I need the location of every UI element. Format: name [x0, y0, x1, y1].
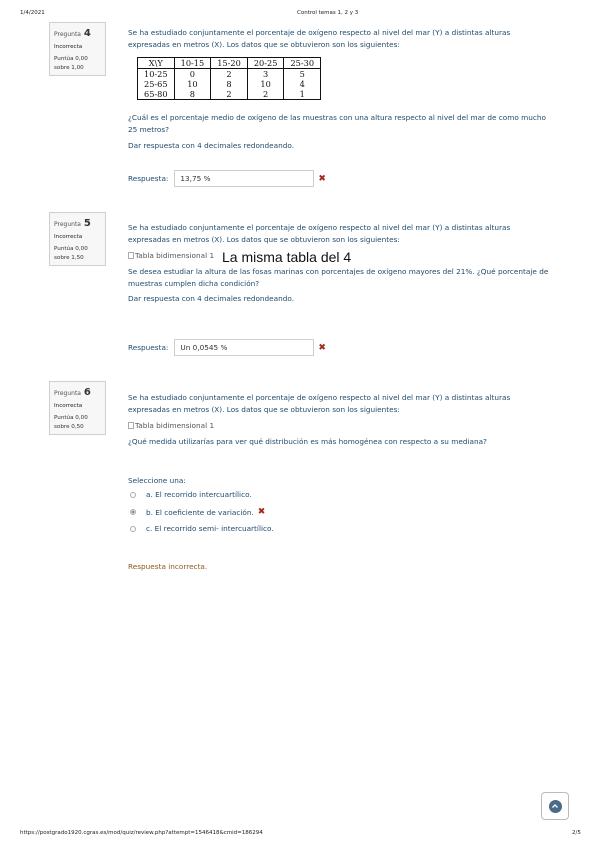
table-cell: 65-80	[138, 89, 175, 100]
question-5-instruction: Dar respuesta con 4 decimales redondeando.	[128, 294, 295, 303]
broken-image-icon	[128, 252, 134, 259]
question-points: Puntúa 0,00 sobre 1,50	[54, 246, 88, 261]
table-cell: 2	[247, 89, 284, 100]
print-date: 1/4/2021	[20, 10, 45, 16]
answer-input[interactable]: 13,75 %	[174, 170, 314, 187]
question-4-intro: Se ha estudiado conjuntamente el porcentaje de oxígeno respecto al nivel del mar (Y) a distintas alturas expresadas en metros (X). Los datos que se obtuvieron son los siguientes:	[128, 28, 511, 49]
answer-label: Respuesta:	[128, 174, 169, 183]
option-c[interactable]	[130, 524, 274, 533]
broken-image	[128, 421, 214, 430]
data-table	[137, 57, 321, 100]
table-cell: 5	[284, 69, 321, 80]
option-label: b. El coeficiente de variación.	[146, 507, 254, 517]
answer-row	[128, 170, 326, 187]
back-to-top-button[interactable]	[541, 792, 569, 820]
table-cell: 10	[247, 79, 284, 89]
question-status: Incorrecta	[54, 403, 83, 409]
option-b[interactable]	[130, 507, 265, 517]
table-cell: 4	[284, 79, 321, 89]
table-cell: 10-25	[138, 69, 175, 80]
broken-image	[128, 251, 214, 260]
question-number: Pregunta 6	[54, 387, 91, 398]
question-info-6	[49, 381, 106, 435]
question-6-text: ¿Qué medida utilizarías para ver qué distribución es más homogénea con respecto a su mediana?	[128, 437, 487, 446]
table-cell: 10	[174, 79, 211, 89]
incorrect-icon: ✖	[257, 507, 266, 517]
option-a[interactable]	[130, 490, 252, 499]
table-header-cell: 15-20	[211, 58, 248, 69]
question-5-intro: Se ha estudiado conjuntamente el porcentaje de oxígeno respecto al nivel del mar (Y) a distintas alturas expresadas en metros (X). Los datos que se obtuvieron son los siguientes:	[128, 223, 511, 244]
chevron-up-icon	[549, 800, 562, 813]
table-cell: 1	[284, 89, 321, 100]
table-cell: 8	[211, 79, 248, 89]
question-points: Puntúa 0,00 sobre 0,50	[54, 415, 88, 430]
table-cell: 0	[174, 69, 211, 80]
question-info-5	[49, 212, 106, 266]
table-header-cell: 25-30	[284, 58, 321, 69]
table-cell: 8	[174, 89, 211, 100]
question-number: Pregunta 5	[54, 218, 91, 229]
radio-button-selected[interactable]	[130, 509, 136, 515]
question-number: Pregunta 4	[54, 28, 91, 39]
table-header-cell: X\Y	[138, 58, 175, 69]
handwritten-note: La misma tabla del 4	[222, 249, 352, 265]
incorrect-icon: ✖	[318, 342, 326, 353]
question-4-text: ¿Cuál es el porcentaje medio de oxígeno de las muestras con una altura respecto al nivel del mar de como mucho 25 metros?	[128, 113, 546, 134]
question-6-intro: Se ha estudiado conjuntamente el porcentaje de oxígeno respecto al nivel del mar (Y) a distintas alturas expresadas en metros (X). Los datos que se obtuvieron son los siguientes:	[128, 393, 511, 414]
option-label: a. El recorrido intercuartílico.	[146, 490, 252, 499]
table-header-cell: 10-15	[174, 58, 211, 69]
print-title: Control temas 1, 2 y 3	[297, 10, 359, 16]
answer-row	[128, 339, 326, 356]
radio-button[interactable]	[130, 492, 136, 498]
answer-label: Respuesta:	[128, 343, 169, 352]
table-header-cell: 20-25	[247, 58, 284, 69]
select-prompt: Seleccione una:	[128, 476, 186, 485]
question-points: Puntúa 0,00 sobre 1,00	[54, 56, 88, 71]
question-status: Incorrecta	[54, 44, 83, 50]
print-page-number: 2/5	[572, 830, 581, 836]
incorrect-icon: ✖	[318, 173, 326, 184]
option-label: c. El recorrido semi- intercuartílico.	[146, 524, 274, 533]
image-alt-text: Tabla bidimensional 1	[135, 421, 215, 430]
broken-image-icon	[128, 422, 134, 429]
question-4-instruction: Dar respuesta con 4 decimales redondeando.	[128, 141, 295, 150]
table-cell: 25-65	[138, 79, 175, 89]
table-cell: 2	[211, 89, 248, 100]
image-alt-text: Tabla bidimensional 1	[135, 251, 215, 260]
table-cell: 2	[211, 69, 248, 80]
feedback-text: Respuesta incorrecta.	[128, 562, 208, 571]
answer-input[interactable]: Un 0,0545 %	[174, 339, 314, 356]
question-5-text: Se desea estudiar la altura de las fosas marinas con porcentajes de oxígeno mayores del 21%. ¿Qué porcentaje de muestras cumplen dicha condición?	[128, 267, 549, 288]
print-url: https://postgrado1920.cgras.es/mod/quiz/review.php?attempt=1546418&cmid=186294	[20, 830, 263, 836]
table-cell: 3	[247, 69, 284, 80]
radio-button[interactable]	[130, 526, 136, 532]
question-status: Incorrecta	[54, 234, 83, 240]
question-info-4	[49, 22, 106, 76]
